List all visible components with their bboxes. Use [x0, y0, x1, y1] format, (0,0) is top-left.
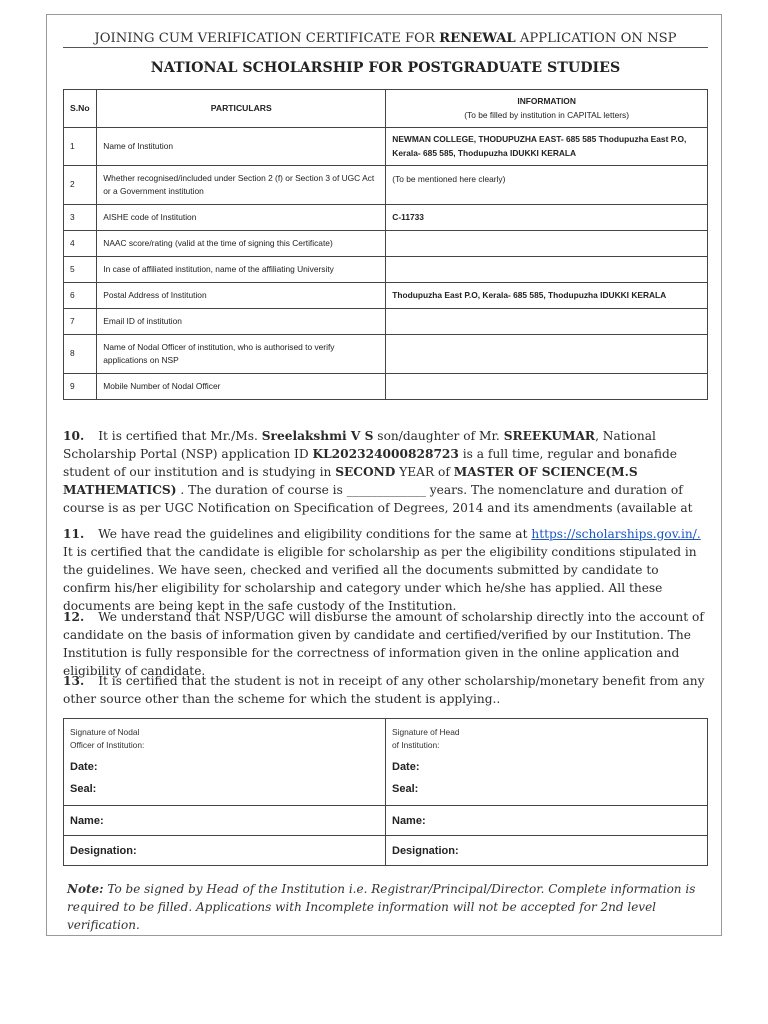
paragraph-text: , National Scholarship Portal (NSP) application ID: [63, 429, 656, 461]
table-row: [64, 128, 708, 166]
row-number: 3: [64, 205, 97, 231]
table-row: [64, 205, 708, 231]
row-info: [386, 309, 708, 335]
table-row: [64, 166, 708, 205]
paragraph-text: We have read the guidelines and eligibility conditions for the same at: [98, 527, 532, 541]
paragraph-number: 12.: [63, 610, 85, 624]
header-renewal: RENEWAL: [439, 31, 516, 46]
head-name-label: Name:: [392, 814, 426, 827]
footer-note: [67, 880, 707, 934]
paragraph-13: [63, 672, 708, 708]
head-signature-cell[interactable]: [386, 719, 708, 806]
row-info: [386, 231, 708, 257]
row-number: 8: [64, 335, 97, 374]
nodal-officer-signature-cell[interactable]: [64, 719, 386, 806]
head-signature-label-2: of Institution:: [392, 740, 440, 750]
row-particular: Name of Nodal Officer of institution, who is authorised to verify applications on NSP: [97, 335, 386, 374]
head-designation-cell[interactable]: [386, 836, 708, 866]
study-year: SECOND: [335, 465, 396, 479]
nodal-signature-label-1: Signature of Nodal: [70, 727, 140, 737]
row-particular: In case of affiliated institution, name of the affiliating University: [97, 257, 386, 283]
table-row: [64, 283, 708, 309]
row-number: 1: [64, 128, 97, 166]
row-info: NEWMAN COLLEGE, THODUPUZHA EAST- 685 585 Thodupuzha East P.O, Kerala- 685 585, Thodupuzha IDUKKI KERALA: [386, 128, 708, 166]
institution-info-table: [63, 89, 708, 400]
row-info: (To be mentioned here clearly): [386, 166, 708, 205]
col-information-label: INFORMATION: [517, 96, 576, 107]
paragraph-number: 11.: [63, 527, 85, 541]
col-information: [386, 90, 708, 128]
row-particular: NAAC score/rating (valid at the time of signing this Certificate): [97, 231, 386, 257]
row-info: [386, 257, 708, 283]
application-id: KL202324000828723: [312, 447, 459, 461]
row-particular: Email ID of institution: [97, 309, 386, 335]
paragraph-12: [63, 608, 708, 680]
table-row: [64, 231, 708, 257]
table-row: [64, 257, 708, 283]
head-name-cell[interactable]: [386, 806, 708, 836]
col-sno: S.No: [64, 90, 97, 128]
nodal-name-cell[interactable]: [64, 806, 386, 836]
note-text: To be signed by Head of the Institution i.e. Registrar/Principal/Director. Complete information is required to be filled. Applications with Incomplete information will not be accepted for 2nd level verification.: [67, 882, 696, 932]
nodal-signature-label-2: Officer of Institution:: [70, 740, 145, 750]
paragraph-10: [63, 427, 708, 517]
row-info: Thodupuzha East P.O, Kerala- 685 585, Thodupuzha IDUKKI KERALA: [386, 283, 708, 309]
row-number: 9: [64, 374, 97, 400]
row-particular: Whether recognised/included under Section 2 (f) or Section 3 of UGC Act or a Government institution: [97, 166, 386, 205]
paragraph-text: . The duration of course is _____________ years. The nomenclature and duration of course is as per UGC Notification on Specification of Degrees, 2014 and its amendments (available at: [63, 483, 693, 515]
row-info: [386, 335, 708, 374]
row-particular: Mobile Number of Nodal Officer: [97, 374, 386, 400]
header-prefix: JOINING CUM VERIFICATION CERTIFICATE FOR: [94, 31, 440, 46]
col-particulars: PARTICULARS: [97, 90, 386, 128]
nodal-seal-label: Seal:: [70, 783, 97, 795]
table-header-row: [64, 90, 708, 128]
row-info: C-11733: [386, 205, 708, 231]
course-name: MASTER OF SCIENCE(M.S MATHEMATICS): [63, 465, 638, 497]
paragraph-text: It is certified that Mr./Ms.: [98, 429, 262, 443]
nodal-designation-label: Designation:: [70, 844, 137, 857]
table-row: [64, 335, 708, 374]
table-row: [64, 309, 708, 335]
row-number: 4: [64, 231, 97, 257]
head-date-label: Date:: [392, 761, 420, 773]
paragraph-text: It is certified that the student is not in receipt of any other scholarship/monetary benefit from any other source other than the scheme for which the student is applying..: [63, 674, 705, 706]
col-information-note: (To be filled by institution in CAPITAL letters): [464, 109, 630, 120]
nodal-name-label: Name:: [70, 814, 104, 827]
signature-row: [64, 719, 708, 806]
row-number: 7: [64, 309, 97, 335]
row-number: 6: [64, 283, 97, 309]
row-particular: AISHE code of Institution: [97, 205, 386, 231]
head-signature-label-1: Signature of Head: [392, 727, 460, 737]
scholarship-portal-link[interactable]: https://scholarships.gov.in/.: [531, 527, 701, 541]
head-seal-label: Seal:: [392, 783, 419, 795]
row-particular: Postal Address of Institution: [97, 283, 386, 309]
row-number: 5: [64, 257, 97, 283]
designation-row: [64, 836, 708, 866]
paragraph-text: It is certified that the candidate is eligible for scholarship as per the eligibility conditions stipulated in the guidelines. We have seen, checked and verified all the documents submitted by candidate to confirm his/her eligibility for scholarship and category under which he/she has applied. All these documents are being kept in the safe custody of the Institution.: [63, 545, 697, 613]
nodal-designation-cell[interactable]: [64, 836, 386, 866]
paragraph-text: son/daughter of Mr.: [373, 429, 504, 443]
document-header: [63, 31, 708, 48]
paragraph-number: 10.: [63, 429, 85, 443]
paragraph-text: YEAR of: [395, 465, 454, 479]
student-name: Sreelakshmi V S: [261, 429, 374, 443]
paragraph-text: We understand that NSP/UGC will disburse the amount of scholarship directly into the account of candidate on the basis of information given by candidate and certified/verified by our Institution. The Institution is fully responsible for the correctness of information given in the online application and eligibility of candidate.: [63, 610, 704, 678]
parent-name: SREEKUMAR: [503, 429, 596, 443]
document-title: NATIONAL SCHOLARSHIP FOR POSTGRADUATE STUDIES: [150, 60, 621, 76]
table-row: [64, 374, 708, 400]
certificate-page: [46, 14, 722, 936]
signature-table: [63, 718, 708, 866]
paragraph-11: [63, 525, 708, 615]
row-number: 2: [64, 166, 97, 205]
row-info: [386, 374, 708, 400]
note-label: Note:: [67, 882, 104, 896]
name-row: [64, 806, 708, 836]
nodal-date-label: Date:: [70, 761, 98, 773]
head-designation-label: Designation:: [392, 844, 459, 857]
header-suffix: APPLICATION ON NSP: [515, 31, 677, 46]
paragraph-number: 13.: [63, 674, 85, 688]
row-particular: Name of Institution: [97, 128, 386, 166]
paragraph-text: is a full time, regular and bonafide student of our institution and is studying in: [63, 447, 678, 479]
